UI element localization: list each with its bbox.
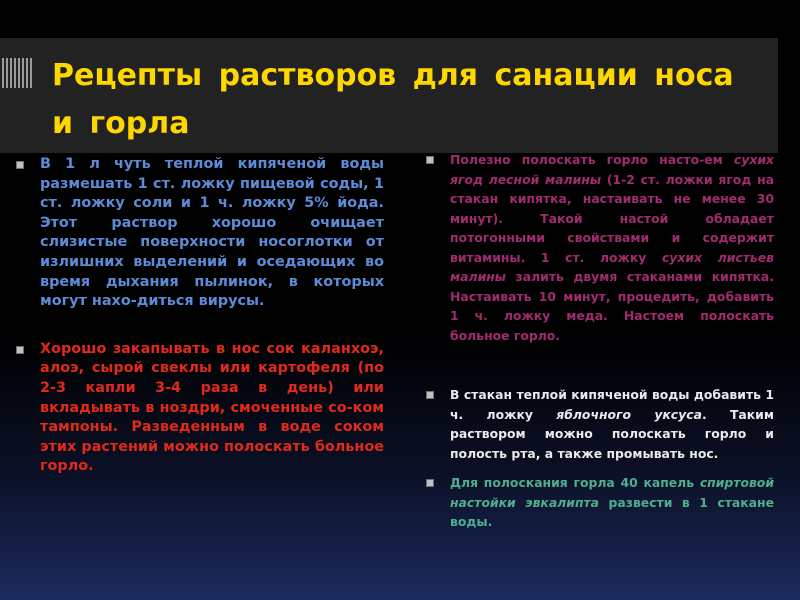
- text-part: В стакан теплой кипяченой воды добавить 1 ч. ложку: [450, 387, 774, 422]
- left-column: [14, 155, 384, 477]
- italic-text-part: сухих листьев малины: [450, 249, 774, 284]
- text-part: (1-2 ст. ложки ягод на стакан кипятка, настаивать не менее 30 минут). Такой настой обладает потогонными свойствами и содержит витамины. 1 ст. ложку: [450, 171, 775, 265]
- italic-text-part: спиртовой настойки эвкалипта: [450, 475, 774, 510]
- left-paragraph-plant-juice: [14, 340, 384, 477]
- left-paragraph-soda-solution: [14, 155, 384, 312]
- right-paragraph-eucalyptus: [424, 473, 774, 532]
- bullet-icon: [16, 346, 24, 354]
- right-column: [424, 150, 774, 532]
- text-part: Полезно полоскать горло насто-ем: [450, 152, 734, 167]
- text-part: развести в 1 стакане воды.: [450, 494, 774, 529]
- italic-text-part: яблочного уксуса: [556, 406, 702, 422]
- left-paragraph-text: В 1 л чуть теплой кипяченой воды размешать 1 ст. ложку пищевой соды, 1 ст. ложку соли и 1 ч. ложку 5% йода. Этот раствор хорошо очищает слизистые поверхности носоглотки от излишних выделений и оседающих во время дыхания пылинок, в которых могут нахо-диться вирусы.: [40, 156, 384, 310]
- bullet-icon: [426, 479, 434, 487]
- left-paragraph-text: Хорошо закапывать в нос сок каланхоэ, алоэ, сырой свеклы или картофеля (по 2-3 капли 3-4 раза в день) или вкладывать в ноздри, смоченные со-ком тампоны. Разведенным в воде соком этих растений можно полоскать больное горло.: [40, 340, 384, 475]
- text-part: Для полоскания горла 40 капель: [450, 475, 700, 490]
- text-part: залить двумя стаканами кипятка. Настаивать 10 минут, процедить, добавить 1 ч. ложку меда. Настоем полоскать больное горло.: [450, 269, 774, 343]
- text-part: . Таким раствором можно полоскать горло и полость рта, а также промывать нос.: [450, 406, 774, 461]
- slide-title: Рецепты растворов для санации носа и горла: [52, 58, 734, 141]
- stripes-decoration-icon: [2, 58, 32, 88]
- bullet-icon: [426, 156, 434, 164]
- right-paragraph-apple-vinegar: [424, 385, 774, 463]
- bullet-icon: [426, 391, 434, 399]
- right-paragraph-raspberry: [424, 150, 774, 345]
- italic-text-part: сухих ягод лесной малины: [450, 152, 774, 187]
- bullet-icon: [16, 161, 24, 169]
